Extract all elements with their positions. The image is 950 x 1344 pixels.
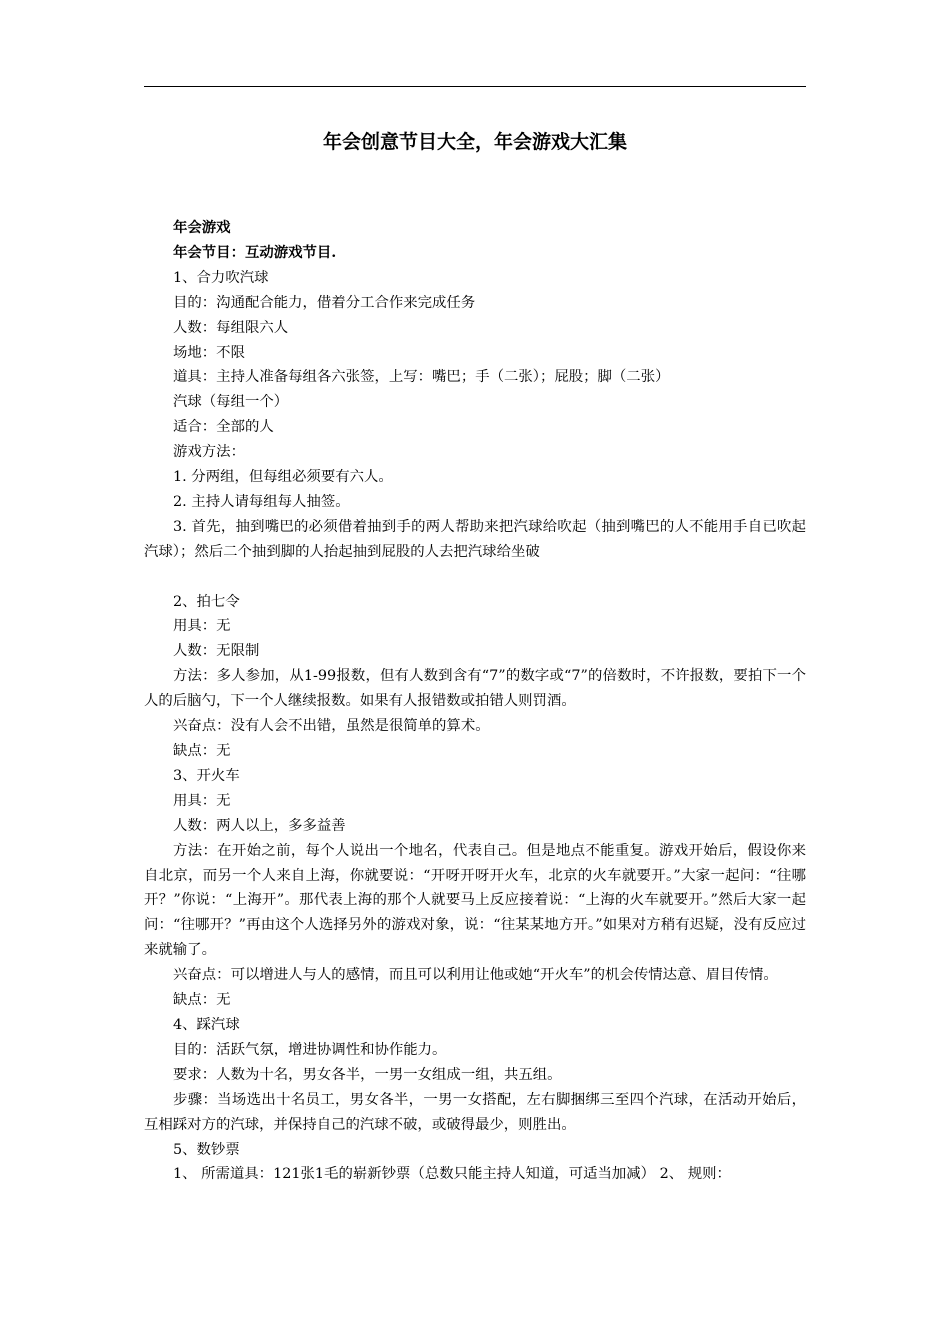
paragraph: 用具：无 — [173, 792, 231, 809]
paragraph: 适合：全部的人 — [173, 419, 274, 436]
game-title: 3、开火车 — [173, 767, 240, 784]
document-body — [144, 216, 806, 1187]
paragraph: 场地：不限 — [173, 344, 245, 361]
paragraph: 缺点：无 — [173, 992, 231, 1009]
subsection-heading: 年会节目：互动游戏节目. — [173, 243, 337, 261]
paragraph: 方法：多人参加，从1-99报数，但有人数到含有“7”的数字或“7”的倍数时，不许报数，要拍下一个人的后脑勺，下一个人继续报数。如果有人报错数或拍错人则罚酒。 — [144, 668, 806, 710]
paragraph: 目的：活跃气氛，增进协调性和协作能力。 — [173, 1041, 447, 1058]
paragraph: 目的：沟通配合能力，借着分工合作来完成任务 — [173, 294, 476, 311]
list-item: 3. 首先，抽到嘴巴的必须借着抽到手的两人帮助来把汽球给吹起（抽到嘴巴的人不能用手自已吹起汽球）；然后二个抽到脚的人抬起抽到屁股的人去把汽球给坐破 — [144, 518, 806, 560]
game-title: 1、合力吹汽球 — [173, 269, 269, 286]
game-title: 4、踩汽球 — [173, 1016, 240, 1033]
game-title: 2、拍七令 — [173, 593, 240, 610]
paragraph: 用具：无 — [173, 618, 231, 635]
paragraph: 汽球（每组一个） — [173, 394, 289, 411]
list-item: 1. 分两组，但每组必须要有六人。 — [173, 469, 393, 486]
paragraph: 道具：主持人准备每组各六张签，上写：嘴巴；手（二张）；屁股；脚（二张） — [173, 369, 670, 386]
document-title: 年会创意节目大全，年会游戏大汇集 — [322, 131, 627, 153]
paragraph: 人数：两人以上，多多益善 — [173, 817, 346, 834]
header-rule — [144, 86, 806, 87]
section-heading: 年会游戏 — [173, 219, 231, 236]
paragraph: 游戏方法： — [173, 444, 245, 461]
paragraph: 步骤：当场选出十名员工，男女各半，一男一女搭配，左右脚捆绑三至四个汽球，在活动开始后，互相踩对方的汽球，并保持自己的汽球不破，或破得最少，则胜出。 — [144, 1091, 806, 1133]
paragraph: 兴奋点：可以增进人与人的感情，而且可以利用让他或她“开火车”的机会传情达意、眉目传情。 — [173, 967, 778, 984]
game-title: 5、数钞票 — [173, 1141, 240, 1158]
list-item: 2. 主持人请每组每人抽签。 — [173, 493, 350, 510]
paragraph: 人数：每组限六人 — [173, 319, 289, 336]
paragraph: 方法：在开始之前，每个人说出一个地名，代表自己。但是地点不能重复。游戏开始后，假设你来自北京，而另一个人来自上海，你就要说：“开呀开呀开火车，北京的火车就要开。”大家一起问：“往哪开？”你说：“上海开”。那代表上海的那个人就要马上反应接着说：“上海的火车就要开。”然后大家一起问：“往哪开？”再由这个人选择另外的游戏对象，说：“往某某地方开。”如果对方稍有迟疑，没有反应过来就输了。 — [144, 842, 806, 959]
paragraph: 要求：人数为十名，男女各半，一男一女组成一组，共五组。 — [173, 1066, 562, 1083]
paragraph: 缺点：无 — [173, 743, 231, 760]
paragraph: 人数：无限制 — [173, 643, 260, 660]
blank-line — [144, 565, 806, 590]
paragraph: 兴奋点：没有人会不出错，虽然是很简单的算术。 — [173, 718, 490, 735]
paragraph: 1、 所需道具：121张1毛的崭新钞票（总数只能主持人知道，可适当加减） 2、 规则： — [173, 1166, 731, 1183]
